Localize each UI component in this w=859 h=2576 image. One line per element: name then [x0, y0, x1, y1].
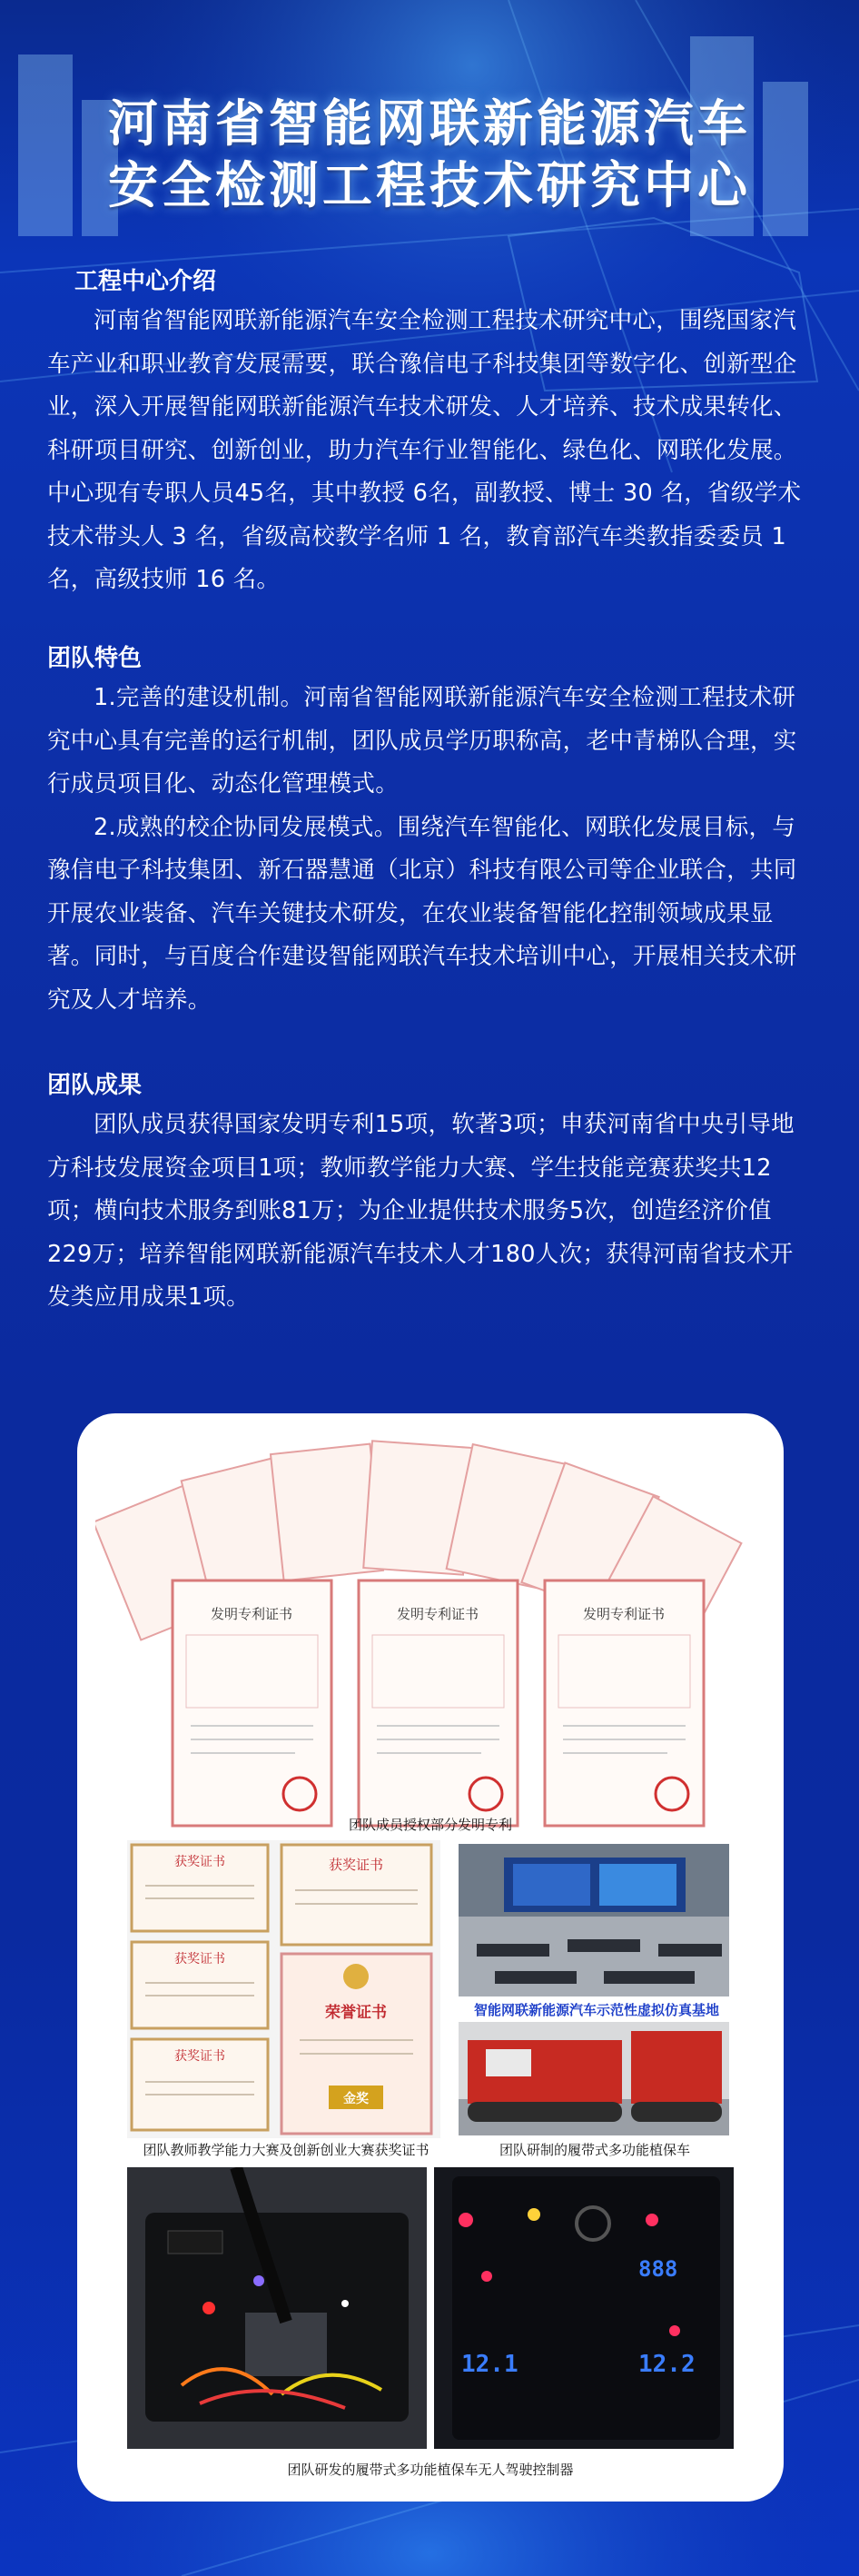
award-certificates-photo	[127, 1840, 440, 2138]
achievements-heading: 团队成果	[47, 1072, 143, 1099]
features-point-2: 2.成熟的校企协同发展模式。围绕汽车智能化、网联化发展目标，与豫信电子科技集团、新石器慧通（北京）科技有限公司等企业联合，共同开展农业装备、汽车关键技术研发，在农业装备智能化控制领域成果显著。同时，与百度合作建设智能网联汽车技术培训中心，开展相关技术研究及人才培养。	[47, 813, 797, 1014]
controller-caption: 团队研发的履带式多功能植保车无人驾驶控制器	[287, 2462, 574, 2478]
controller-photo-right	[434, 2167, 734, 2449]
tracked-vehicle-caption: 团队研制的履带式多功能植保车	[499, 2142, 690, 2158]
honor-cert-award: 金奖	[343, 2092, 369, 2106]
tracked-vehicle-photo	[459, 2022, 729, 2135]
display-right: 12.2	[638, 2351, 696, 2378]
award-cert-title-2: 获奖证书	[174, 1952, 225, 1967]
patent-doc-title-1: 发明专利证书	[210, 1606, 293, 1622]
patent-caption: 团队成员授权部分发明专利	[348, 1817, 512, 1833]
features-section	[47, 640, 812, 1022]
page-title-line-1: 河南省智能网联新能源汽车	[107, 94, 751, 153]
patent-doc-title-2: 发明专利证书	[396, 1606, 479, 1622]
display-top: 888	[638, 2256, 678, 2282]
award-cert-title-4: 获奖证书	[328, 1857, 384, 1873]
patent-certificates-photo	[95, 1426, 767, 1839]
intro-heading: 工程中心介绍	[74, 268, 217, 295]
controller-photo-left	[127, 2167, 427, 2449]
intro-text: 河南省智能网联新能源汽车安全检测工程技术研究中心，围绕国家汽车产业和职业教育发展需要，联合豫信电子科技集团等数字化、创新型企业，深入开展智能网联新能源汽车技术研发、人才培养、技术成果转化、科研项目研究、创新创业，助力汽车行业智能化、绿色化、网联化发展。中心现有专职人员45名，其中教授 6名，副教授、博士 30 名，省级学术技术带头人 3 名，省级高校教学名师 1 名，教育部汽车类教指委委员 1 名，高级技师 16 名。	[47, 307, 802, 593]
simulation-base-caption: 智能网联新能源汽车示范性虚拟仿真基地	[473, 2002, 719, 2018]
achievements-text: 团队成员获得国家发明专利15项，软著3项；申获河南省中央引导地方科技发展资金项目1项；教师教学能力大赛、学生技能竞赛获奖共12项；横向技术服务到账81万；为企业提供技术服务5次，创造经济价值229万；培养智能网联新能源汽车技术人才180人次；获得河南省技术开发类应用成果1项。	[47, 1111, 795, 1311]
page-title-line-2: 安全检测工程技术研究中心	[107, 156, 751, 214]
patent-doc-title-3: 发明专利证书	[582, 1606, 666, 1622]
achievements-section	[47, 1067, 812, 1320]
features-point-1: 1.完善的建设机制。河南省智能网联新能源汽车安全检测工程技术研究中心具有完善的运行机制，团队成员学历职称高，老中青梯队合理，实行成员项目化、动态化管理模式。	[47, 684, 797, 798]
intro-section	[47, 263, 812, 602]
simulation-base-photo	[459, 1844, 729, 1996]
honor-cert-title: 荣誉证书	[325, 2004, 387, 2022]
awards-caption: 团队教师教学能力大赛及创新创业大赛获奖证书	[143, 2142, 430, 2158]
features-heading: 团队特色	[47, 645, 143, 672]
photo-gallery-card	[77, 1413, 784, 2502]
award-cert-title-3: 获奖证书	[174, 2049, 225, 2064]
award-cert-title-1: 获奖证书	[174, 1855, 225, 1869]
display-left: 12.1	[461, 2351, 518, 2378]
